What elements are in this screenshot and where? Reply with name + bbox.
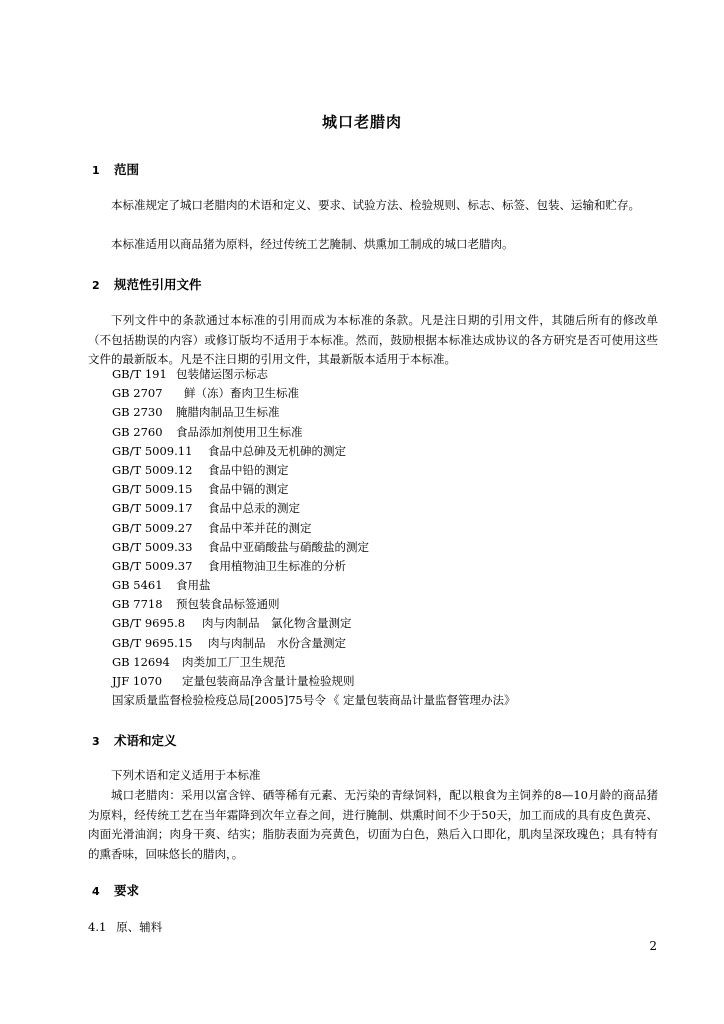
reference-title: 腌腊肉制品卫生标准 xyxy=(176,405,280,420)
reference-item xyxy=(112,634,672,653)
reference-item xyxy=(112,384,672,403)
reference-title: 食品添加剂使用卫生标准 xyxy=(176,424,303,439)
reference-item xyxy=(112,653,672,672)
reference-title: 食品中铅的测定 xyxy=(208,462,289,477)
reference-item xyxy=(112,499,672,518)
reference-title: 食品中总砷及无机砷的测定 xyxy=(208,443,346,458)
document-title: 城口老腊肉 xyxy=(321,113,402,131)
reference-list xyxy=(112,365,672,710)
page-number: 2 xyxy=(649,939,657,953)
reference-title: 食品中镉的测定 xyxy=(208,482,289,497)
reference-code: GB/T 9695.8 xyxy=(112,616,186,631)
reference-item xyxy=(112,423,672,442)
reference-code: GB/T 5009.33 xyxy=(112,539,193,554)
terms-intro: 下列术语和定义适用于本标准 xyxy=(111,768,261,782)
reference-code: GB/T 5009.17 xyxy=(112,501,193,516)
section-title: 术语和定义 xyxy=(114,733,177,748)
section-heading-terms xyxy=(92,731,177,749)
section-title: 范围 xyxy=(114,162,140,177)
reference-item xyxy=(112,576,672,595)
section-title: 要求 xyxy=(114,883,140,898)
reference-code: GB 2760 xyxy=(112,424,163,439)
subsection-number: 4.1 xyxy=(88,920,107,934)
reference-code: GB/T 5009.37 xyxy=(112,558,193,573)
section-heading-scope xyxy=(92,160,139,178)
reference-code: GB/T 5009.15 xyxy=(112,482,193,497)
reference-title: 鲜（冻）畜肉卫生标准 xyxy=(184,386,299,401)
reference-code: 国家质量监督检验检疫总局[2005]75号令 xyxy=(112,693,326,708)
terms-definition: 城口老腊肉：采用以富含锌、硒等稀有元素、无污染的青绿饲料，配以粮食为主饲养的8—10月龄的商品猪为原料，经传统工艺在当年霜降到次年立春之间，进行腌制、烘熏时间不少于50天，加工而成的具有皮色黄亮、肉面光滑油润；肉身干爽、结实；脂肪表面为亮黄色，切面为白色，熟后入口即化，肌肉呈深玫瑰色；具有特有的熏香味，回味悠长的腊肉，。 xyxy=(88,788,658,861)
reference-item xyxy=(112,480,672,499)
reference-item xyxy=(112,461,672,480)
reference-item xyxy=(112,595,672,614)
reference-item xyxy=(112,557,672,576)
reference-item xyxy=(112,614,672,633)
reference-code: GB 7718 xyxy=(112,597,163,612)
reference-item xyxy=(112,538,672,557)
reference-code: GB 2730 xyxy=(112,405,163,420)
reference-title: 定量包装商品净含量计量检验规则 xyxy=(182,674,355,688)
reference-title: 食品中总汞的测定 xyxy=(208,501,300,516)
reference-code: GB/T 9695.15 xyxy=(112,635,193,650)
scope-paragraph-1: 本标准规定了城口老腊肉的术语和定义、要求、试验方法、检验规则、标志、标签、包装、运输和贮存。 xyxy=(111,198,640,212)
reference-title: 预包装食品标签通则 xyxy=(176,597,280,612)
reference-item xyxy=(112,519,672,538)
section-heading-normative-refs xyxy=(92,275,202,293)
reference-code: GB/T 191 xyxy=(112,367,167,381)
reference-code: GB/T 5009.11 xyxy=(112,443,193,458)
reference-code: GB 2707 xyxy=(112,386,163,401)
reference-title: 肉与肉制品 水份含量测定 xyxy=(208,635,346,650)
reference-item xyxy=(112,365,672,384)
scope-paragraph-2: 本标准适用以商品猪为原料，经过传统工艺腌制、烘熏加工制成的城口老腊肉。 xyxy=(111,237,514,251)
reference-item xyxy=(112,691,672,710)
reference-title: 食品中亚硝酸盐与硝酸盐的测定 xyxy=(208,539,369,554)
reference-code: GB 5461 xyxy=(112,578,163,593)
section-number: 4 xyxy=(92,885,100,898)
section-heading-requirements xyxy=(92,881,139,899)
section-title: 规范性引用文件 xyxy=(114,277,202,292)
reference-title: 包装储运图示标志 xyxy=(176,367,268,381)
section-number: 2 xyxy=(92,279,100,292)
reference-item xyxy=(112,442,672,461)
normative-refs-intro: 下列文件中的条款通过本标准的引用而成为本标准的条款。凡是注日期的引用文件，其随后所有的修改单（不包括勘误的内容）或修订版均不适用于本标准。然而，鼓励根据本标准达成协议的各方研究是否可使用这些文件的最新版本。凡是不注日期的引用文件，其最新版本适用于本标准。 xyxy=(88,313,658,366)
reference-title: 食品中苯并芘的测定 xyxy=(208,520,312,535)
reference-item xyxy=(112,672,672,691)
subsection-title: 原、辅料 xyxy=(116,920,163,934)
reference-title: 食用植物油卫生标准的分析 xyxy=(208,558,346,573)
reference-title: 肉与肉制品 氯化物含量测定 xyxy=(202,616,352,631)
reference-code: GB/T 5009.27 xyxy=(112,520,193,535)
section-number: 3 xyxy=(92,735,100,748)
reference-item xyxy=(112,403,672,422)
reference-code: GB 12694 xyxy=(112,654,170,669)
reference-title: 食用盐 xyxy=(176,578,211,593)
section-number: 1 xyxy=(92,164,100,177)
reference-title: 肉类加工厂卫生规范 xyxy=(182,654,286,669)
reference-title: 《 定量包装商品计量监督管理办法》 xyxy=(327,693,516,708)
reference-code: JJF 1070 xyxy=(112,674,163,688)
reference-code: GB/T 5009.12 xyxy=(112,462,193,477)
subsection-heading-raw-materials xyxy=(88,919,162,935)
